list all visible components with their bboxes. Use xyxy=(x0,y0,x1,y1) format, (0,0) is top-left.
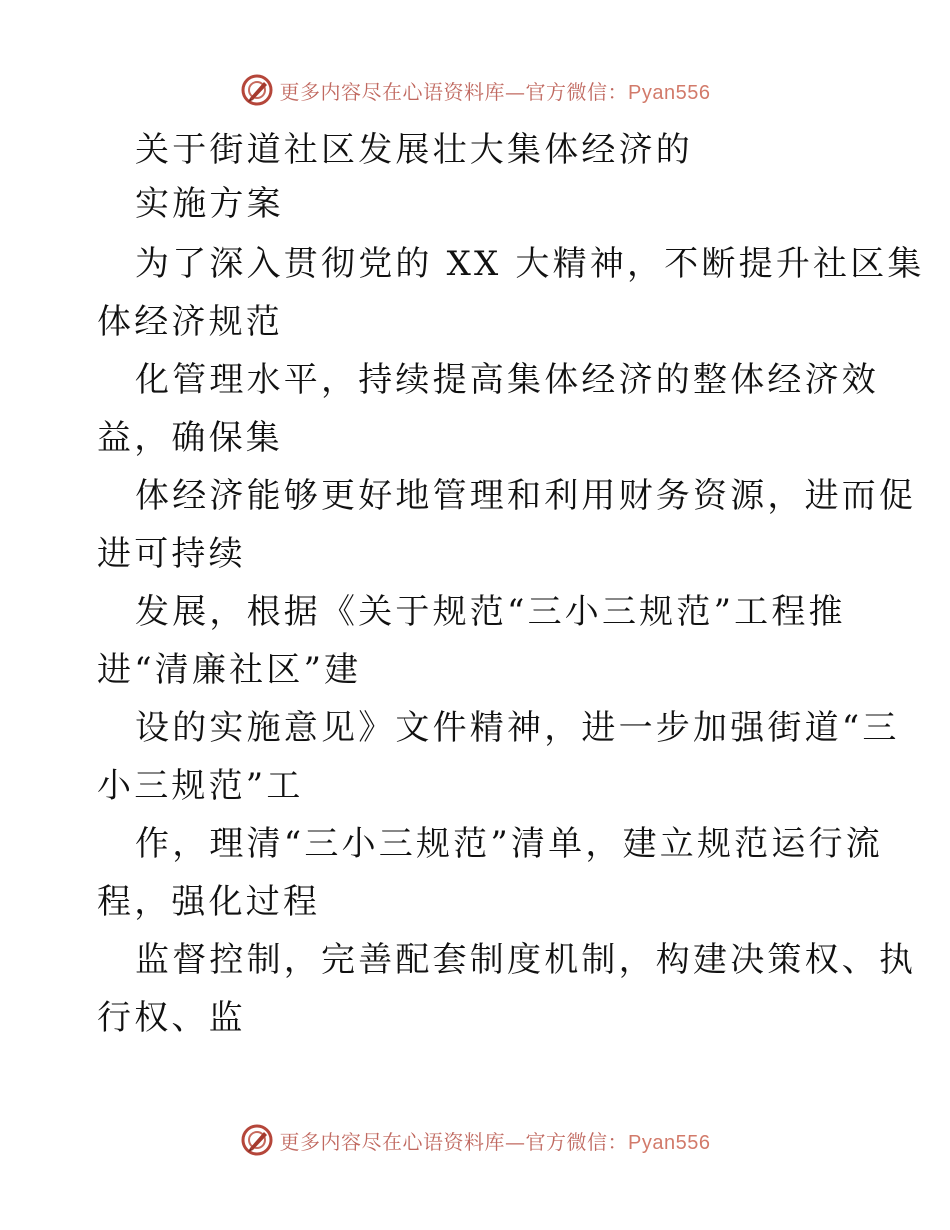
doc-line: 为了深入贯彻党的 XX 大精神，不断提升社区集 xyxy=(135,244,925,284)
doc-line: 监督控制，完善配套制度机制，构建决策权、执 xyxy=(135,940,917,980)
header-contact-value: Pyan556 xyxy=(628,81,711,104)
footer-banner xyxy=(0,1120,950,1160)
doc-line: 益，确保集 xyxy=(97,418,283,458)
footer-contact-label: 官方微信： xyxy=(525,1129,629,1154)
doc-line: 体经济规范 xyxy=(97,302,283,342)
header-brand-line xyxy=(280,76,711,105)
doc-line: 发展，根据《关于规范“三小三规范”工程推 xyxy=(135,592,846,632)
doc-line: 实施方案 xyxy=(135,184,284,224)
footer-brand-text: 更多内容尽在心语资料库 xyxy=(279,1129,506,1154)
doc-line: 行权、监 xyxy=(97,998,246,1038)
doc-line: 小三规范”工 xyxy=(97,766,304,806)
footer-contact-value: Pyan556 xyxy=(628,1131,711,1154)
header-brand-text: 更多内容尽在心语资料库 xyxy=(279,79,506,104)
header-contact-label: 官方微信： xyxy=(525,79,629,104)
doc-line: 体经济能够更好地管理和利用财务资源，进而促 xyxy=(135,476,917,516)
footer-separator: — xyxy=(505,1129,526,1154)
doc-line: 设的实施意见》文件精神，进一步加强街道“三 xyxy=(135,708,900,748)
doc-line: 作，理清“三小三规范”清单，建立规范运行流 xyxy=(135,824,883,864)
doc-line: 关于街道社区发展壮大集体经济的 xyxy=(135,130,693,170)
header-separator: — xyxy=(505,79,526,104)
footer-brand-line xyxy=(280,1126,711,1155)
pen-logo-icon xyxy=(240,1123,274,1157)
doc-line: 程，强化过程 xyxy=(97,882,321,922)
doc-line: 进“清廉社区”建 xyxy=(97,650,362,690)
pen-logo-icon xyxy=(240,73,274,107)
doc-line: 化管理水平，持续提高集体经济的整体经济效 xyxy=(135,360,879,400)
header-banner xyxy=(0,70,950,110)
doc-line: 进可持续 xyxy=(97,534,246,574)
